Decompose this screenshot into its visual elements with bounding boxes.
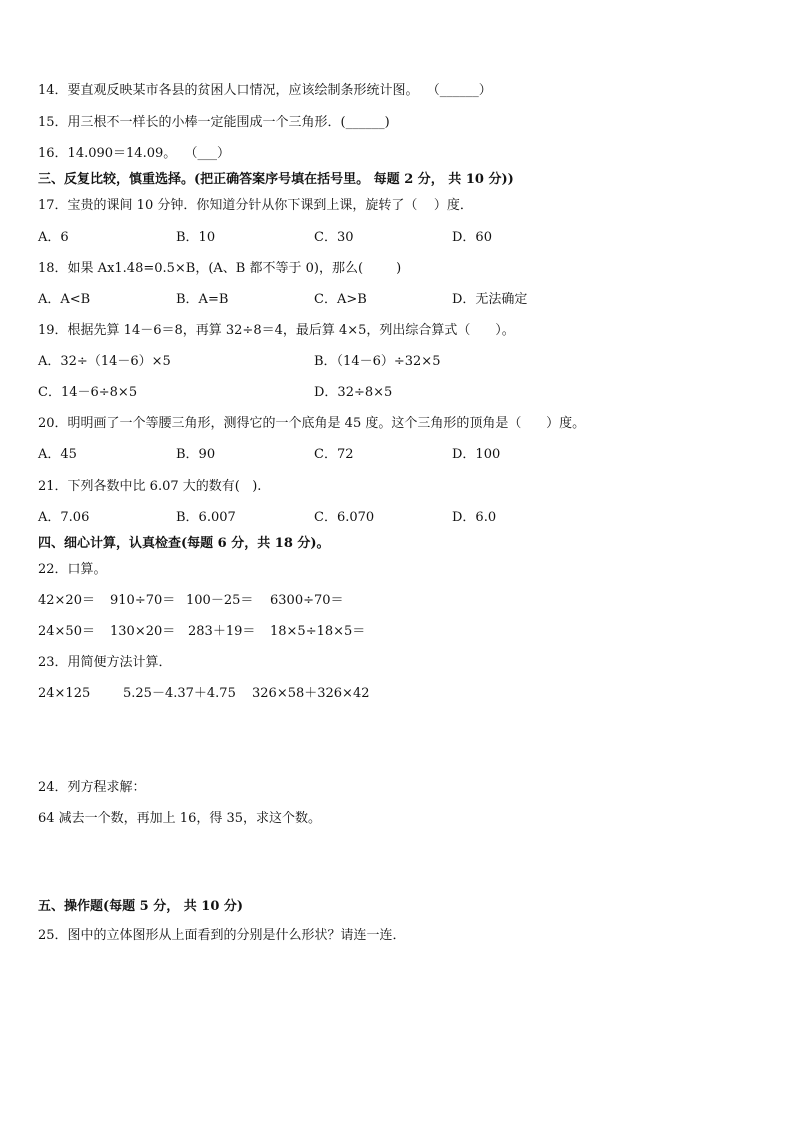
q21-stem: 21．下列各数中比 6.07 大的数有( ). xyxy=(38,479,262,494)
q18-option-a: A．A<B xyxy=(38,292,91,307)
q24-stem: 24．列方程求解： xyxy=(38,780,146,795)
q16: 16．14.090＝14.09。 （___） xyxy=(38,146,231,161)
q23-item2: 5.25－4.37＋4.75 xyxy=(123,686,236,701)
q18-option-b: B．A=B xyxy=(176,292,229,307)
q15: 15．用三根不一样长的小棒一定能围成一个三角形．(______) xyxy=(38,115,390,130)
q19-option-d: D．32÷8×5 xyxy=(314,385,393,400)
q20-stem: 20．明明画了一个等腰三角形，测得它的一个底角是 45 度。这个三角形的顶角是（ ）度。 xyxy=(38,416,586,431)
q17-option-a: A．6 xyxy=(38,230,69,245)
q22-stem: 22．口算。 xyxy=(38,562,107,577)
q18-stem: 18．如果 Ax1.48=0.5×B，(A、B 都不等于 0)，那么( ) xyxy=(38,261,402,276)
q20-option-c: C．72 xyxy=(314,447,354,462)
q21-option-d: D．6.0 xyxy=(452,510,497,525)
q20-option-d: D．100 xyxy=(452,447,501,462)
q22-row2-item1: 24×50＝ xyxy=(38,624,95,639)
q24-text: 64 减去一个数，再加上 16，得 35，求这个数。 xyxy=(38,811,322,826)
q20-option-a: A．45 xyxy=(38,447,77,462)
q23-stem: 23．用简便方法计算． xyxy=(38,655,172,670)
q22-row2-item2: 130×20＝ xyxy=(110,624,176,639)
q14: 14．要直观反映某市各县的贫困人口情况，应该绘制条形统计图。 （______） xyxy=(38,83,492,98)
q17-option-d: D．60 xyxy=(452,230,492,245)
section5-heading: 五、操作题(每题 5 分， 共 10 分) xyxy=(38,899,244,914)
q19-option-b: B．（14－6）÷32×5 xyxy=(314,354,441,369)
q22-row1-item4: 6300÷70＝ xyxy=(270,593,344,608)
q21-option-c: C．6.070 xyxy=(314,510,375,525)
q18-option-c: C．A>B xyxy=(314,292,367,307)
q25: 25．图中的立体图形从上面看到的分别是什么形状？请连一连． xyxy=(38,928,406,943)
q17-stem: 17．宝贵的课间 10 分钟．你知道分针从你下课到上课，旋转了（ ）度． xyxy=(38,198,473,213)
q23-item3: 326×58＋326×42 xyxy=(252,686,370,701)
q23-item1: 24×125 xyxy=(38,686,91,701)
q22-row1-item2: 910÷70＝ xyxy=(110,593,176,608)
q22-row1-item1: 42×20＝ xyxy=(38,593,95,608)
q19-option-c: C．14－6÷8×5 xyxy=(38,385,138,400)
q22-row2-item3: 283＋19＝ xyxy=(188,624,256,639)
q18-option-d: D．无法确定 xyxy=(452,292,528,307)
q22-row2-item4: 18×5÷18×5＝ xyxy=(270,624,366,639)
q17-option-b: B．10 xyxy=(176,230,216,245)
q17-option-c: C．30 xyxy=(314,230,354,245)
section4-heading: 四、细心计算，认真检查(每题 6 分，共 18 分)。 xyxy=(38,536,330,551)
section3-heading: 三、反复比较，慎重选择。(把正确答案序号填在括号里。 每题 2 分， 共 10 分)) xyxy=(38,172,514,187)
q22-row1-item3: 100－25＝ xyxy=(186,593,254,608)
q20-option-b: B．90 xyxy=(176,447,216,462)
q21-option-a: A．7.06 xyxy=(38,510,90,525)
q19-option-a: A．32÷（14－6）×5 xyxy=(38,354,171,369)
q19-stem: 19．根据先算 14－6＝8，再算 32÷8＝4，最后算 4×5，列出综合算式（ ）。 xyxy=(38,323,515,338)
q21-option-b: B．6.007 xyxy=(176,510,236,525)
